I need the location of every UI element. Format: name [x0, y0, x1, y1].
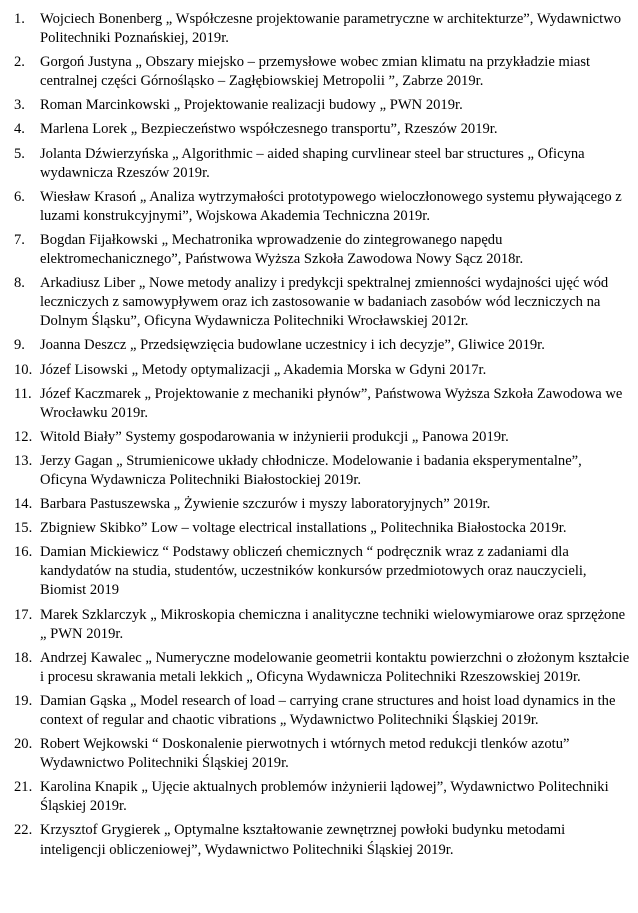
- reference-number: 6.: [14, 188, 25, 205]
- reference-item: [0, 361, 638, 380]
- reference-item: [0, 543, 638, 600]
- reference-text: Arkadiusz Liber „ Nowe metody analizy i predykcji spektralnej zmienności wydajności ujęć wód leczniczych z samowypływem oraz ich zastosowanie w badaniach zasobów wód leczniczych na Dolnym Śląsku”, Oficyna Wydawnicza Politechniki Wrocławskiej 2012r.: [40, 275, 609, 330]
- reference-number: 12.: [14, 428, 33, 445]
- reference-item: [0, 735, 638, 773]
- reference-number: 7.: [14, 231, 25, 248]
- reference-text: Karolina Knapik „ Ujęcie aktualnych problemów inżynierii lądowej”, Wydawnictwo Politechniki Śląskiej 2019r.: [40, 779, 609, 815]
- reference-text: Damian Mickiewicz “ Podstawy obliczeń chemicznych “ podręcznik wraz z zadaniami dla kandydatów na studia, studentów, uczestników konkursów przedmiotowych oraz nauczycieli, Biomist 2019: [40, 544, 587, 599]
- reference-number: 1.: [14, 11, 25, 27]
- reference-text: Wiesław Krasoń „ Analiza wytrzymałości prototypowego wieloczłonowego systemu pływającego z luzami konstrukcyjnymi”, Wojskowa Akademia Techniczna 2019r.: [40, 188, 622, 224]
- reference-item: [0, 495, 638, 514]
- reference-item: [0, 53, 638, 91]
- reference-text: Andrzej Kawalec „ Numeryczne modelowanie geometrii kontaktu powierzchni o złożonym kształcie i procesu skrawania metali lekkich „ Oficyna Wydawnicza Politechniki Rzeszowskiej 2019r.: [40, 649, 630, 685]
- reference-item: [0, 188, 638, 226]
- reference-number: 14.: [14, 496, 33, 513]
- reference-number: 4.: [14, 121, 25, 138]
- reference-text: Jerzy Gagan „ Strumienicowe układy chłodnicze. Modelowanie i badania eksperymentalne”, Oficyna Wydawnicza Politechniki Białostockiej 2019r.: [40, 452, 582, 488]
- reference-item: [0, 145, 638, 183]
- reference-item: [0, 519, 638, 538]
- reference-item: [0, 452, 638, 490]
- reference-number: 13.: [14, 452, 33, 469]
- reference-item: [0, 692, 638, 730]
- reference-number: 11.: [14, 385, 32, 402]
- reference-text: Roman Marcinkowski „ Projektowanie realizacji budowy „ PWN 2019r.: [40, 97, 463, 114]
- reference-item: [0, 821, 638, 859]
- reference-list: [0, 10, 638, 860]
- reference-number: 10.: [14, 361, 33, 378]
- reference-number: 16.: [14, 544, 33, 561]
- reference-item: [0, 606, 638, 644]
- reference-item: [0, 10, 638, 48]
- reference-number: 20.: [14, 736, 33, 753]
- reference-item: [0, 96, 638, 115]
- reference-text: Józef Lisowski „ Metody optymalizacji „ Akademia Morska w Gdyni 2017r.: [40, 361, 487, 378]
- reference-text: Krzysztof Grygierek „ Optymalne kształtowanie zewnętrznej powłoki budynku metodami inteligencji obliczeniowej”, Wydawnictwo Politechniki Śląskiej 2019r.: [40, 822, 566, 858]
- reference-number: 18.: [14, 649, 33, 666]
- reference-item: [0, 778, 638, 816]
- reference-item: [0, 336, 638, 355]
- reference-item: [0, 231, 638, 269]
- reference-item: [0, 120, 638, 139]
- reference-number: 9.: [14, 337, 25, 354]
- reference-text: Robert Wejkowski “ Doskonalenie pierwotnych i wtórnych metod redukcji tlenków azotu” Wydawnictwo Politechniki Śląskiej 2019r.: [40, 736, 570, 772]
- reference-number: 8.: [14, 275, 25, 292]
- reference-number: 17.: [14, 606, 33, 623]
- reference-text: Witold Biały” Systemy gospodarowania w inżynierii produkcji „ Panowa 2019r.: [40, 428, 509, 445]
- reference-text: Bogdan Fijałkowski „ Mechatronika wprowadzenie do zintegrowanego napędu elektromechanicznego”, Państwowa Wyższa Szkoła Zawodowa Nowy Sącz 2018r.: [40, 231, 524, 268]
- reference-number: 2.: [14, 54, 25, 71]
- reference-number: 15.: [14, 520, 33, 537]
- reference-number: 19.: [14, 692, 33, 709]
- reference-text: Józef Kaczmarek „ Projektowanie z mechaniki płynów”, Państwowa Wyższa Szkoła Zawodowa we Wrocławku 2019r.: [40, 385, 623, 421]
- reference-number: 22.: [14, 822, 33, 839]
- reference-text: Zbigniew Skibko” Low – voltage electrical installations „ Politechnika Białostocka 2019r.: [40, 520, 567, 537]
- reference-text: Damian Gąska „ Model research of load – carrying crane structures and hoist load dynamics in the context of regular and chaotic vibrations „ Wydawnictwo Politechniki Śląskiej 2019r.: [40, 692, 616, 728]
- reference-number: 21.: [14, 779, 33, 796]
- reference-text: Marek Szklarczyk „ Mikroskopia chemiczna i analityczne techniki wielowymiarowe oraz sprzężone „ PWN 2019r.: [40, 606, 626, 642]
- reference-text: Marlena Lorek „ Bezpieczeństwo współczesnego transportu”, Rzeszów 2019r.: [40, 121, 498, 138]
- reference-item: [0, 649, 638, 687]
- reference-number: 3.: [14, 97, 25, 114]
- reference-item: [0, 274, 638, 331]
- reference-text: Jolanta Dźwierzyńska „ Algorithmic – aided shaping curvlinear steel bar structures „ Oficyna wydawnicza Rzeszów 2019r.: [40, 145, 585, 181]
- reference-text: Joanna Deszcz „ Przedsięwzięcia budowlane uczestnicy i ich decyzje”, Gliwice 2019r.: [40, 337, 545, 354]
- reference-text: Barbara Pastuszewska „ Żywienie szczurów i myszy laboratoryjnych” 2019r.: [40, 496, 491, 513]
- reference-item: [0, 428, 638, 447]
- reference-text: Gorgoń Justyna „ Obszary miejsko – przemysłowe wobec zmian klimatu na przykładzie miast centralnej części Górnośląsko – Zagłębiowskiej Metropolii ”, Zabrze 2019r.: [40, 54, 591, 90]
- reference-item: [0, 385, 638, 423]
- reference-number: 5.: [14, 145, 25, 162]
- reference-text: Wojciech Bonenberg „ Współczesne projektowanie parametryczne w architekturze”, Wydawnictwo Politechniki Poznańskiej, 2019r.: [40, 11, 622, 47]
